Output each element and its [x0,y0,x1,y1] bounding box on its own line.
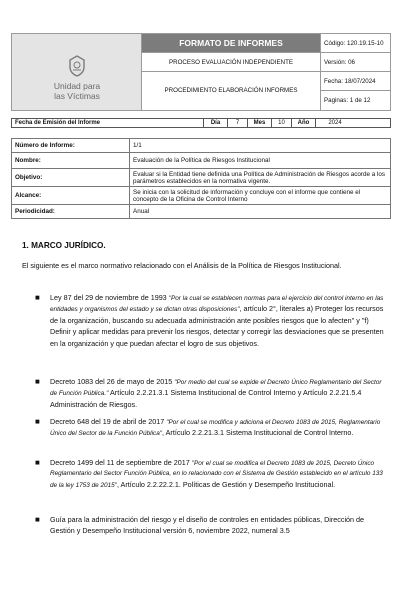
table-row [12,169,391,187]
item-rest: , artículo 2°, literales a) Proteger los recursos de la organización, buscando su adecuada administración ante posibles riesgos que lo afecten" y "f) Definir y aplicar medidas para prevenir los riesgos, detectar y corregir las desviaciones que se presenten en la organización y que puedan afectar el logro de sus objetivos. [50,304,384,348]
info-key: Número de Informe: [12,139,130,153]
info-key: Alcance: [12,187,130,205]
emission-date-row [11,118,391,128]
list-item [22,417,384,440]
page-count: Paginas: 1 de 12 [324,97,371,104]
document-header [11,33,391,111]
org-name-line1: Unidad para [53,81,101,91]
item-rest: Artículo 2.2.21.3.1 Sistema Institucional de Control Interno y Artículo 2.2.21.5.4 Administración de Riesgos. [50,388,362,409]
info-value: 1/1 [130,139,391,153]
emission-label: Fecha de Emisión del Informe [12,119,204,127]
bullet-icon: ■ [35,293,40,302]
form-code: Código: 120.19.15-10 [321,34,390,53]
intro-paragraph: El siguiente es el marco normativo relacionado con el Análisis de la Política de Riesgos Institucional. [22,261,342,270]
table-row [12,153,391,169]
year-label: Año [292,119,316,127]
item-rest: , Artículo 2.2.22.2.1. Políticas de Gestión y Desempeño Institucional. [116,479,336,489]
org-name [12,82,142,101]
item-lead: Decreto 1083 del 26 de mayo de 2015 [50,377,175,386]
org-name-line2: las Víctimas [54,90,100,101]
item-lead: Guía para la administración del riesgo y el diseño de controles en entidades públicas, Dirección de Gestión y Desempeño Institucional versión 6, noviembre 2022, numeral 3.5 [50,515,365,536]
form-version: Versión: 06 [321,53,390,72]
info-value: Evaluación de la Política de Riesgos Institucional [130,153,391,169]
bullet-icon: ■ [35,458,40,467]
bullet-icon: ■ [35,417,40,426]
list-item [22,293,384,350]
form-title: FORMATO DE INFORMES [142,34,320,53]
info-value: Se inicia con la solicitud de información y concluye con el informe que contiene el concepto de la Oficina de Control Interno [130,187,391,205]
coat-of-arms-icon [65,54,89,78]
item-lead: Decreto 1499 del 11 de septiembre de 2017 [50,458,192,467]
info-key: Periodicidad: [12,205,130,219]
day-value: 7 [228,119,248,127]
process-name: PROCESO EVALUACIÓN INDEPENDIENTE [142,53,320,72]
info-key: Objetivo: [12,169,130,187]
procedure-name: PROCEDIMIENTO ELABORACIÓN INFORMES [164,87,298,94]
bullet-icon: ■ [35,377,40,386]
year-value: 2024 [328,120,342,126]
list-item [22,377,384,411]
section-title: 1. MARCO JURÍDICO. [22,241,106,250]
report-info-table [11,138,391,219]
header-logo-block [12,34,142,110]
item-quote: "Por el cual se modifica el Decreto 1083 de 2015, Decreto Único Reglamentario del Sector Función Pública, en lo relacionado con el Sistema de Gestión establecido en el artículo 133 de la ley 1753 de 2015" [50,460,383,489]
list-item [22,515,384,538]
bullet-icon: ■ [35,515,40,524]
month-label: Mes [248,119,272,127]
info-key: Nombre: [12,153,130,169]
header-title-block [142,34,321,110]
header-meta-block [321,34,390,110]
item-quote: "Por la cual se establecen normas para el ejercicio del control interno en las entidades y organismos del estado y se dictan otras disposiciones" [50,295,384,314]
item-lead: Ley 87 del 29 de noviembre de 1993 [50,293,169,302]
item-lead: Decreto 648 del 19 de abril de 2017 [50,417,167,426]
item-quote: "Por medio del cual se expide el Decreto Único Reglamentario del Sector de Función Pública." [50,379,382,398]
info-value: Anual [130,205,391,219]
list-item [22,458,384,491]
table-row [12,205,391,219]
table-row [12,139,391,153]
info-value: Evaluar si la Entidad tiene definida una Política de Administración de Riesgos acorde a los parámetros establecidos en la normativa vigente. [130,169,391,187]
item-quote: "Por el cual se modifica y adiciona el Decreto 1083 de 2015, Reglamentario Único del Sector de la Función Pública" [50,419,381,438]
item-rest: , Artículo 2.2.21.3.1 Sistema Institucional de Control Interno. [162,428,354,438]
table-row [12,187,391,205]
month-value: 10 [272,119,292,127]
form-date: Fecha: 18/07/2024 [321,72,390,91]
day-label: Día [204,119,228,127]
